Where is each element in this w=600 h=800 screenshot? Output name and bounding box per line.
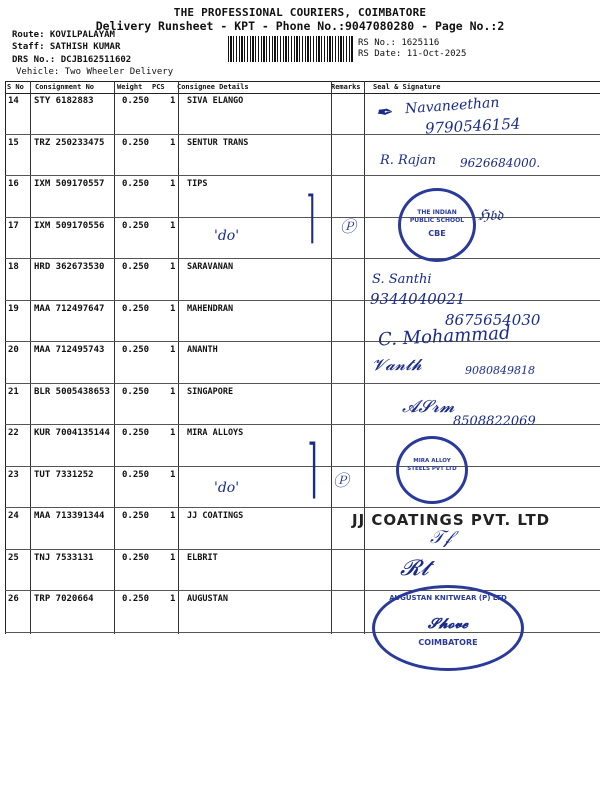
col-consignment: Consignment No [35,83,95,91]
sno-cell: 26 [8,594,19,604]
phone-row-14: 9790546154 [424,114,521,138]
weight-cell: 0.250 [122,594,150,604]
staff-label: Staff: SATHISH KUMAR [12,42,121,52]
mira-stamp: MIRA ALLOY STEELS PVT LTD [396,436,468,504]
consignee-cell: SIVA ELANGO [187,96,244,106]
consignment-cell: HRD 362673530 [34,262,105,272]
weight-cell: 0.250 [122,220,150,231]
pcs-cell: 1 [170,220,176,231]
bracket-rows-22-23: ⌉ [307,432,318,506]
table-row [5,175,600,218]
weight-cell: 0.250 [122,552,150,563]
signature-row-19: C. Mohammad [377,322,512,351]
col-weight: Weight [117,83,143,91]
table-row [5,424,600,467]
weight-cell: 0.250 [122,386,150,397]
phone-row-21: 8508822069 [453,414,536,429]
consignee-cell: AUGUSTAN [187,594,228,604]
consignee-cell: MIRA ALLOYS [187,428,244,438]
consignee-cell: SENTUR TRANS [187,137,249,148]
pcs-cell: 1 [170,96,176,106]
sno-cell: 23 [8,469,19,480]
consignee-cell: ANANTH [187,345,218,355]
weight-cell: 0.250 [122,262,150,272]
signature-row-25: 𝓡𝓽 [400,556,429,581]
phone-row-20: 9080849818 [465,364,535,377]
pcs-cell: 1 [170,469,176,480]
consignment-cell: MAA 712497647 [34,303,105,314]
table-row [5,466,600,509]
col-consignee: Consignee Details [177,83,249,91]
signature-row-20: 𝓥𝓪𝓷𝓽𝓱 [372,355,422,374]
pcs-cell: 1 [170,386,176,397]
weight-cell: 0.250 [122,137,150,148]
consignee-cell: ELBRIT [187,552,218,563]
consignment-cell: BLR 5005438653 [34,386,110,397]
pcs-cell: 1 [170,511,176,521]
consignment-cell: IXM 509170557 [34,179,105,189]
drs-label: DRS No.: DCJB162511602 [12,55,132,65]
rs-number: RS No.: 1625116 [358,38,440,48]
sno-cell: 25 [8,552,19,563]
vehicle-label: Vehicle: Two Wheeler Delivery [16,67,174,77]
table-row [5,549,600,592]
consignment-cell: KUR 7004135144 [34,428,110,438]
table-row [5,258,600,301]
phone-row-18: 9344040021 [370,290,466,308]
runsheet-subtitle: Delivery Runsheet - KPT - Phone No.:9047080280 - Page No.:2 [95,19,505,33]
consignee-cell: JJ COATINGS [187,511,244,521]
augustan-stamp: AUGUSTAN KNITWEAR (P) LTD 𝓢𝓱𝓸𝓿𝓮 COIMBATORE [372,585,524,671]
weight-cell: 0.250 [122,303,150,314]
pcs-cell: 1 [170,303,176,314]
weight-cell: 0.250 [122,179,150,189]
weight-cell: 0.250 [122,428,150,438]
consignment-cell: TNJ 7533131 [34,552,94,563]
signature-row-18: S. Santhi [372,272,432,287]
sno-cell: 19 [8,303,19,314]
sno-cell: 14 [8,96,19,106]
pcs-cell: 1 [170,179,176,189]
table-row [5,341,600,384]
weight-cell: 0.250 [122,469,150,480]
ditto-row-23: 'do' [214,480,240,496]
document-title: THE PROFESSIONAL COURIERS, COIMBATORE [173,6,427,19]
table-row [5,217,600,260]
pcs-cell: 1 [170,137,176,148]
signature-row-16: ℌ𝔟𝔡 [478,206,503,224]
consignment-cell: TRZ 250233475 [34,137,105,148]
phone-row-19: 8675654030 [445,311,541,329]
weight-cell: 0.250 [122,345,150,355]
pcs-cell: 1 [170,345,176,355]
signature-row-24: 𝒯𝒻 [430,527,452,548]
pcs-cell: 1 [170,428,176,438]
sno-cell: 22 [8,428,19,438]
sno-cell: 17 [8,220,19,231]
school-stamp: THE INDIAN PUBLIC SCHOOL CBE [398,188,476,262]
weight-cell: 0.250 [122,96,150,106]
rs-date: RS Date: 11-Oct-2025 [358,49,467,59]
circled-mark: Ⓟ [333,471,350,490]
col-seal: Seal & Signature [373,83,441,91]
consignment-cell: TRP 7020664 [34,594,94,604]
col-pcs: PCS [152,83,165,91]
consignee-cell: TIPS [187,179,208,189]
signature-row-15: R. Rajan [380,153,437,168]
consignment-cell: MAA 712495743 [34,345,105,355]
sno-cell: 21 [8,386,19,397]
pcs-cell: 1 [170,552,176,563]
route-label: Route: KOVILPALAYAM [12,30,115,40]
consignment-cell: MAA 713391344 [34,511,105,521]
barcode [228,36,353,62]
col-sno: S No [7,83,24,91]
phone-row-15: 9626684000. [460,156,541,170]
consignment-cell: IXM 509170556 [34,220,105,231]
circled-mark: Ⓟ [340,217,357,236]
sno-cell: 20 [8,345,19,355]
consignment-cell: TUT 7331252 [34,469,94,480]
sno-cell: 16 [8,179,19,189]
sno-cell: 15 [8,137,19,148]
col-remarks: Remarks [331,83,361,91]
consignment-cell: STY 6182883 [34,96,94,106]
bracket-rows-16-17: ⌉ [306,185,316,250]
pcs-cell: 1 [170,262,176,272]
consignee-cell: SINGAPORE [187,386,234,397]
signature-row-21: 𝓐𝓢𝓻𝓶 [402,397,455,417]
weight-cell: 0.250 [122,511,150,521]
consignee-cell: SARAVANAN [187,262,234,272]
sno-cell: 18 [8,262,19,272]
pcs-cell: 1 [170,594,176,604]
signature-row-14: Navaneethan [404,94,500,118]
sno-cell: 24 [8,511,19,521]
jj-coatings-stamp: JJ COATINGS PVT. LTD [352,511,551,529]
consignee-cell: MAHENDRAN [187,303,234,314]
ditto-row-17: 'do' [214,228,240,244]
